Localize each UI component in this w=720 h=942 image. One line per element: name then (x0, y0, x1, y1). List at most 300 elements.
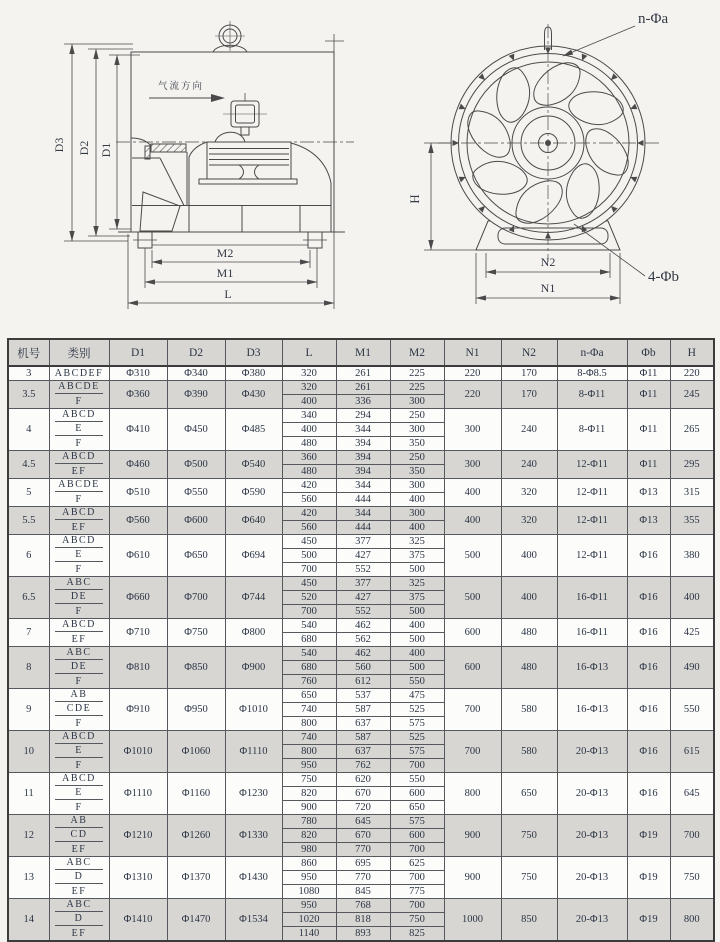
cell-m2: 775 (390, 885, 444, 899)
cell-m2: 500 (390, 563, 444, 577)
cell-l: 680 (282, 661, 336, 675)
cell-m2: 550 (390, 675, 444, 689)
column-header: M2 (390, 339, 444, 366)
table-row (8, 507, 714, 521)
cell-d2: Φ1260 (167, 815, 225, 857)
table-row (8, 815, 714, 829)
table-row (8, 619, 714, 633)
cell-d1: Φ910 (109, 689, 167, 731)
cell-class: ABC (49, 899, 109, 913)
cell-d3: Φ900 (225, 647, 282, 689)
cell-m2: 550 (390, 773, 444, 787)
cell-d3: Φ1430 (225, 857, 282, 899)
cell-m1: 670 (336, 787, 390, 801)
cell-m1: 560 (336, 661, 390, 675)
cell-class: EF (49, 465, 109, 479)
cell-l: 560 (282, 493, 336, 507)
dim-label-n1: N1 (540, 281, 556, 295)
cell-n1: 400 (444, 479, 501, 507)
column-header: M1 (336, 339, 390, 366)
cell-phi-b: Φ11 (627, 409, 670, 451)
cell-m2: 575 (390, 815, 444, 829)
cell-m1: 444 (336, 521, 390, 535)
cell-class: DE (49, 661, 109, 675)
cell-h: 425 (670, 619, 714, 647)
dim-label-d2: D2 (77, 140, 91, 156)
cell-n2: 240 (501, 451, 557, 479)
cell-l: 520 (282, 591, 336, 605)
column-header: Φb (627, 339, 670, 366)
cell-m2: 500 (390, 661, 444, 675)
cell-m1: 261 (336, 366, 390, 381)
cell-n-phi-a: 16-Φ13 (557, 647, 627, 689)
cell-n1: 600 (444, 619, 501, 647)
cell-l: 980 (282, 843, 336, 857)
cell-phi-b: Φ13 (627, 507, 670, 535)
dim-label-n2: N2 (540, 255, 556, 269)
cell-m2: 325 (390, 577, 444, 591)
cell-l: 420 (282, 507, 336, 521)
cell-model-no: 5 (8, 479, 49, 507)
cell-class: F (49, 801, 109, 815)
cell-n1: 500 (444, 577, 501, 619)
cell-d3: Φ640 (225, 507, 282, 535)
side-view-drawing (0, 0, 358, 338)
cell-d1: Φ560 (109, 507, 167, 535)
cell-class: AB (49, 689, 109, 703)
cell-m2: 300 (390, 507, 444, 521)
cell-d1: Φ1310 (109, 857, 167, 899)
cell-n1: 300 (444, 409, 501, 451)
spec-table (7, 338, 715, 942)
cell-model-no: 8 (8, 647, 49, 689)
cell-n2: 240 (501, 409, 557, 451)
cell-d1: Φ1410 (109, 899, 167, 942)
cell-n2: 580 (501, 731, 557, 773)
cell-m1: 587 (336, 703, 390, 717)
cell-l: 340 (282, 409, 336, 423)
cell-phi-b: Φ11 (627, 381, 670, 409)
cell-h: 800 (670, 899, 714, 942)
cell-class: EF (49, 633, 109, 647)
cell-h: 750 (670, 857, 714, 899)
cell-class: F (49, 717, 109, 731)
table-header (8, 339, 714, 366)
cell-m2: 400 (390, 647, 444, 661)
cell-l: 800 (282, 717, 336, 731)
table-row (8, 479, 714, 493)
cell-h: 400 (670, 577, 714, 619)
cell-class: E (49, 549, 109, 563)
cell-m2: 625 (390, 857, 444, 871)
cell-class: D (49, 913, 109, 927)
cell-model-no: 11 (8, 773, 49, 815)
cell-m2: 350 (390, 465, 444, 479)
cell-l: 950 (282, 899, 336, 913)
cell-l: 820 (282, 787, 336, 801)
cell-n1: 800 (444, 773, 501, 815)
cell-n-phi-a: 8-Φ11 (557, 381, 627, 409)
cell-d1: Φ460 (109, 451, 167, 479)
column-header: H (670, 339, 714, 366)
cell-l: 420 (282, 479, 336, 493)
motor-assembly (189, 93, 331, 232)
cell-class: E (49, 423, 109, 437)
cell-m1: 462 (336, 647, 390, 661)
cell-l: 650 (282, 689, 336, 703)
cell-m2: 700 (390, 899, 444, 913)
cell-m1: 552 (336, 563, 390, 577)
table-row (8, 773, 714, 787)
cell-h: 550 (670, 689, 714, 731)
cell-d2: Φ1370 (167, 857, 225, 899)
cell-d2: Φ1470 (167, 899, 225, 942)
cell-l: 540 (282, 647, 336, 661)
cell-m1: 645 (336, 815, 390, 829)
cell-h: 700 (670, 815, 714, 857)
cell-m1: 768 (336, 899, 390, 913)
cell-class: EF (49, 885, 109, 899)
dim-label-l: L (224, 287, 232, 301)
cell-phi-b: Φ13 (627, 479, 670, 507)
spec-table-section (0, 338, 720, 942)
cell-d1: Φ510 (109, 479, 167, 507)
cell-d1: Φ310 (109, 366, 167, 381)
cell-m1: 294 (336, 409, 390, 423)
cell-m2: 700 (390, 871, 444, 885)
cell-d3: Φ590 (225, 479, 282, 507)
cell-m2: 225 (390, 366, 444, 381)
cell-class: ABC (49, 577, 109, 591)
cell-n-phi-a: 20-Φ13 (557, 899, 627, 942)
cell-l: 400 (282, 423, 336, 437)
cell-l: 950 (282, 871, 336, 885)
cell-m1: 770 (336, 871, 390, 885)
cell-d2: Φ1060 (167, 731, 225, 773)
cell-d1: Φ710 (109, 619, 167, 647)
table-row (8, 577, 714, 591)
cell-class: ABCD (49, 507, 109, 521)
cell-l: 400 (282, 395, 336, 409)
cell-d2: Φ1160 (167, 773, 225, 815)
cell-d2: Φ850 (167, 647, 225, 689)
cell-n-phi-a: 12-Φ11 (557, 535, 627, 577)
cell-l: 700 (282, 563, 336, 577)
cell-model-no: 3.5 (8, 381, 49, 409)
table-row (8, 857, 714, 871)
cell-n-phi-a: 20-Φ13 (557, 773, 627, 815)
cell-n-phi-a: 16-Φ13 (557, 689, 627, 731)
cell-l: 360 (282, 451, 336, 465)
cell-d3: Φ744 (225, 577, 282, 619)
table-row (8, 381, 714, 395)
cell-h: 645 (670, 773, 714, 815)
cell-n2: 850 (501, 899, 557, 942)
cell-m2: 750 (390, 913, 444, 927)
cell-class: ABCDEF (49, 366, 109, 381)
cell-model-no: 7 (8, 619, 49, 647)
dim-label-m1: M1 (216, 266, 234, 280)
cell-n-phi-a: 12-Φ11 (557, 451, 627, 479)
foot-holes-callout-label: 4-Φb (648, 269, 679, 285)
cell-class: ABCD (49, 535, 109, 549)
cell-class: ABCDE (49, 381, 109, 395)
dim-label-h: H (407, 194, 422, 204)
column-header: D3 (225, 339, 282, 366)
cell-m2: 375 (390, 591, 444, 605)
cell-class: AB (49, 815, 109, 829)
cell-m2: 400 (390, 619, 444, 633)
cell-h: 295 (670, 451, 714, 479)
cell-l: 320 (282, 366, 336, 381)
cell-d3: Φ1010 (225, 689, 282, 731)
cell-n-phi-a: 8-Φ11 (557, 409, 627, 451)
cell-m2: 475 (390, 689, 444, 703)
cell-d2: Φ450 (167, 409, 225, 451)
cell-l: 500 (282, 549, 336, 563)
cell-m2: 650 (390, 801, 444, 815)
cell-d3: Φ1534 (225, 899, 282, 942)
lifting-eye (213, 21, 247, 52)
cell-n1: 220 (444, 381, 501, 409)
cell-d3: Φ800 (225, 619, 282, 647)
cell-n2: 750 (501, 857, 557, 899)
cell-d3: Φ1230 (225, 773, 282, 815)
cell-d1: Φ410 (109, 409, 167, 451)
cell-d3: Φ540 (225, 451, 282, 479)
cell-m2: 575 (390, 717, 444, 731)
cell-class: ABCD (49, 619, 109, 633)
cell-l: 1140 (282, 927, 336, 942)
cell-model-no: 10 (8, 731, 49, 773)
cell-m2: 600 (390, 829, 444, 843)
airflow-direction-label: 气流方向 (158, 82, 205, 92)
cell-n-phi-a: 16-Φ11 (557, 577, 627, 619)
cell-n2: 320 (501, 479, 557, 507)
cell-h: 615 (670, 731, 714, 773)
cell-n-phi-a: 16-Φ11 (557, 619, 627, 647)
cell-n1: 700 (444, 689, 501, 731)
cell-m1: 427 (336, 591, 390, 605)
cell-d2: Φ650 (167, 535, 225, 577)
table-row (8, 689, 714, 703)
cell-n1: 900 (444, 815, 501, 857)
cell-m1: 637 (336, 717, 390, 731)
cell-class: F (49, 605, 109, 619)
cell-phi-b: Φ16 (627, 647, 670, 689)
cell-m2: 325 (390, 535, 444, 549)
table-row (8, 647, 714, 661)
cell-n2: 580 (501, 689, 557, 731)
cell-m1: 670 (336, 829, 390, 843)
cell-m2: 500 (390, 605, 444, 619)
cell-m2: 700 (390, 759, 444, 773)
cell-m2: 525 (390, 703, 444, 717)
cell-class: F (49, 493, 109, 507)
cell-l: 320 (282, 381, 336, 395)
cell-m2: 400 (390, 521, 444, 535)
cell-n-phi-a: 12-Φ11 (557, 479, 627, 507)
cell-class: ABCD (49, 773, 109, 787)
cell-m1: 612 (336, 675, 390, 689)
column-header: n-Φa (557, 339, 627, 366)
cell-class: D (49, 871, 109, 885)
cell-n-phi-a: 8-Φ8.5 (557, 366, 627, 381)
cell-m2: 375 (390, 549, 444, 563)
column-header: D2 (167, 339, 225, 366)
cell-d3: Φ485 (225, 409, 282, 451)
column-header: L (282, 339, 336, 366)
cell-class: F (49, 675, 109, 689)
cell-m2: 350 (390, 437, 444, 451)
cell-n2: 170 (501, 381, 557, 409)
cell-d2: Φ390 (167, 381, 225, 409)
cell-class: EF (49, 927, 109, 942)
cell-n2: 320 (501, 507, 557, 535)
cell-m2: 300 (390, 479, 444, 493)
cell-h: 355 (670, 507, 714, 535)
table-row (8, 899, 714, 913)
dim-label-d3: D3 (52, 137, 66, 153)
column-header: D1 (109, 339, 167, 366)
cell-d2: Φ340 (167, 366, 225, 381)
cell-m1: 344 (336, 479, 390, 493)
table-row (8, 409, 714, 423)
cell-class: ABCD (49, 731, 109, 745)
cell-model-no: 4 (8, 409, 49, 451)
cell-n2: 480 (501, 647, 557, 689)
cell-n2: 650 (501, 773, 557, 815)
cell-class: E (49, 745, 109, 759)
cell-class: DE (49, 591, 109, 605)
cell-n1: 400 (444, 507, 501, 535)
cell-m2: 525 (390, 731, 444, 745)
column-header: N2 (501, 339, 557, 366)
cell-m1: 394 (336, 437, 390, 451)
cell-m1: 537 (336, 689, 390, 703)
table-body (8, 366, 714, 941)
cell-l: 800 (282, 745, 336, 759)
cell-l: 450 (282, 535, 336, 549)
cell-m1: 427 (336, 549, 390, 563)
cell-l: 860 (282, 857, 336, 871)
cell-class: F (49, 759, 109, 773)
cell-class: ABC (49, 857, 109, 871)
cell-m1: 377 (336, 577, 390, 591)
cell-m1: 620 (336, 773, 390, 787)
cell-n1: 1000 (444, 899, 501, 942)
cell-m1: 587 (336, 731, 390, 745)
cell-model-no: 3 (8, 366, 49, 381)
cell-n2: 400 (501, 535, 557, 577)
cell-m2: 300 (390, 423, 444, 437)
cell-phi-b: Φ16 (627, 619, 670, 647)
cell-phi-b: Φ16 (627, 577, 670, 619)
cell-m1: 394 (336, 465, 390, 479)
cell-d1: Φ1210 (109, 815, 167, 857)
table-row (8, 731, 714, 745)
cell-m1: 720 (336, 801, 390, 815)
cell-class: E (49, 787, 109, 801)
cell-model-no: 14 (8, 899, 49, 942)
cell-model-no: 9 (8, 689, 49, 731)
cell-m2: 250 (390, 409, 444, 423)
cell-d2: Φ950 (167, 689, 225, 731)
cell-m1: 637 (336, 745, 390, 759)
cell-model-no: 4.5 (8, 451, 49, 479)
cell-l: 780 (282, 815, 336, 829)
cell-phi-b: Φ16 (627, 773, 670, 815)
column-header: N1 (444, 339, 501, 366)
cell-d3: Φ380 (225, 366, 282, 381)
cell-n-phi-a: 20-Φ13 (557, 731, 627, 773)
cell-phi-b: Φ16 (627, 731, 670, 773)
cell-n1: 900 (444, 857, 501, 899)
table-row (8, 366, 714, 381)
cell-model-no: 6.5 (8, 577, 49, 619)
cell-class: ABCD (49, 409, 109, 423)
cell-h: 490 (670, 647, 714, 689)
cell-n1: 220 (444, 366, 501, 381)
cell-m1: 552 (336, 605, 390, 619)
cell-n1: 700 (444, 731, 501, 773)
table-row (8, 451, 714, 465)
column-header: 机号 (8, 339, 49, 366)
cell-m2: 400 (390, 493, 444, 507)
cell-l: 700 (282, 605, 336, 619)
cell-m1: 770 (336, 843, 390, 857)
cell-phi-b: Φ19 (627, 899, 670, 942)
table-row (8, 535, 714, 549)
cell-m1: 762 (336, 759, 390, 773)
cell-l: 480 (282, 437, 336, 451)
cell-d1: Φ810 (109, 647, 167, 689)
cell-d1: Φ660 (109, 577, 167, 619)
cell-d1: Φ1110 (109, 773, 167, 815)
cell-d1: Φ360 (109, 381, 167, 409)
cell-h: 265 (670, 409, 714, 451)
cell-m2: 600 (390, 787, 444, 801)
diameter-dimensions (64, 44, 140, 241)
cell-model-no: 13 (8, 857, 49, 899)
cell-l: 740 (282, 731, 336, 745)
cell-phi-b: Φ11 (627, 451, 670, 479)
cell-class: ABCDE (49, 479, 109, 493)
cell-class: EF (49, 521, 109, 535)
cell-n2: 480 (501, 619, 557, 647)
cell-m1: 261 (336, 381, 390, 395)
cell-m2: 825 (390, 927, 444, 942)
cell-l: 480 (282, 465, 336, 479)
cell-m1: 444 (336, 493, 390, 507)
cell-l: 680 (282, 633, 336, 647)
cell-d1: Φ610 (109, 535, 167, 577)
dim-label-d1: D1 (99, 142, 113, 158)
cell-l: 760 (282, 675, 336, 689)
cell-m1: 818 (336, 913, 390, 927)
cell-phi-b: Φ16 (627, 689, 670, 731)
cell-m1: 893 (336, 927, 390, 942)
cell-m1: 462 (336, 619, 390, 633)
cell-h: 315 (670, 479, 714, 507)
cell-d2: Φ550 (167, 479, 225, 507)
cell-d2: Φ600 (167, 507, 225, 535)
dim-label-m2: M2 (216, 246, 234, 260)
cell-d3: Φ694 (225, 535, 282, 577)
inlet-structure (131, 138, 331, 232)
front-view-drawing (358, 0, 720, 338)
cell-phi-b: Φ11 (627, 366, 670, 381)
